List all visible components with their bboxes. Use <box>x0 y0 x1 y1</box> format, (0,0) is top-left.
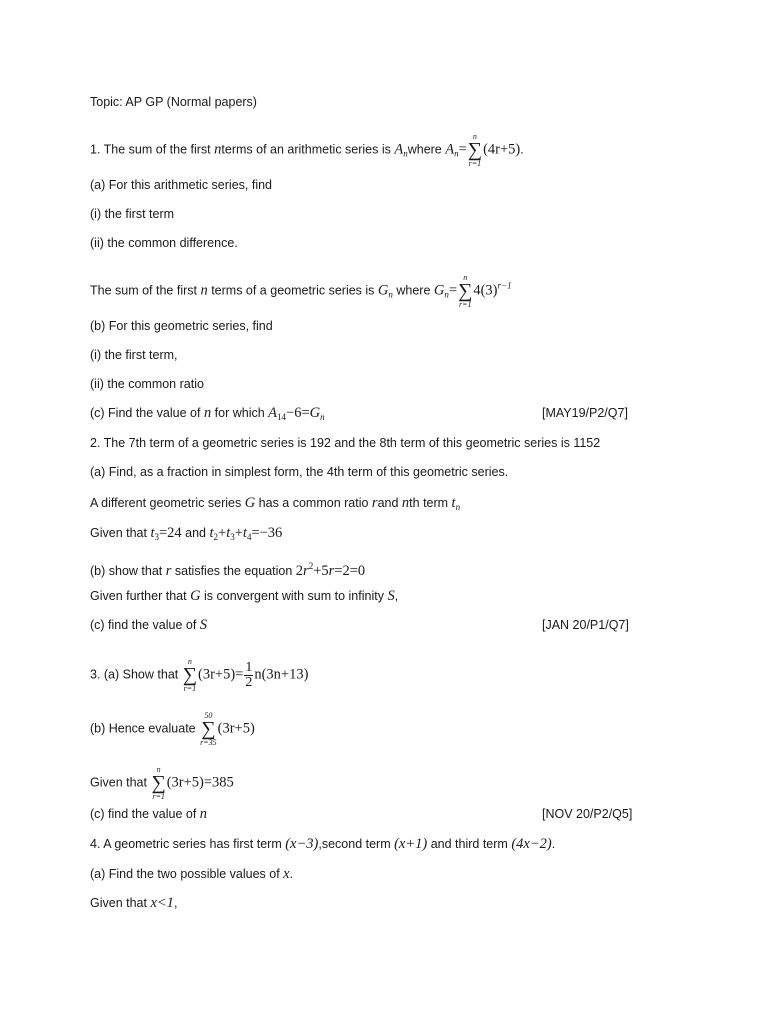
q4a-pre: (a) Find the two possible values of <box>90 867 284 881</box>
question-4-stem <box>90 836 555 852</box>
q3g-expression: (3r+5)=385 <box>166 774 234 791</box>
q2a-text: (a) Find, as a fraction in simplest form, the 4th term of this geometric series. <box>90 465 509 479</box>
q4-second-term: (x+1) <box>394 836 428 852</box>
q1c-G-sub: n <box>320 412 325 422</box>
q3c-pre: (c) find the value of <box>90 807 200 821</box>
q1-A-var: A <box>394 141 404 158</box>
q2d-mid: has a common ratio <box>255 496 372 510</box>
q1c-n-var: n <box>203 405 212 421</box>
q2g-t4-var: t <box>242 525 247 541</box>
q2-reference: [JAN 20/P1/Q7] <box>542 618 629 632</box>
q3a-sum-sigma: ∑ <box>182 664 197 686</box>
q2d-th: th term <box>409 496 452 510</box>
q3b-sum-top: 50 <box>204 711 213 720</box>
q2b-mid: satisfies the equation <box>171 564 296 578</box>
q2g-plus1: + <box>218 525 227 541</box>
q1-reference: [MAY19/P2/Q7] <box>542 406 628 420</box>
q2g-t3-sub: 3 <box>230 532 235 542</box>
q3c-text <box>90 806 207 822</box>
topic-heading: Topic: AP GP (Normal papers) <box>90 95 257 109</box>
q1c-A-sub: 14 <box>277 412 287 422</box>
q1-sum-sigma: ∑ <box>467 139 483 161</box>
q4-mid2: and third term <box>427 837 512 851</box>
q2d-G-var: G <box>244 495 256 511</box>
q1-expression: (4r+5) <box>483 141 521 158</box>
q4g-pre: Given that <box>90 896 151 910</box>
q4a-end: . <box>289 867 294 881</box>
q1b-text: (b) For this geometric series, find <box>90 319 273 333</box>
q2conv-pre: Given further that <box>90 589 191 603</box>
q2b-r-var: r <box>165 563 172 579</box>
q3a-expression: (3r+5)= <box>197 666 244 683</box>
q2g-eq2: =−36 <box>251 525 283 541</box>
q3b-summation <box>200 711 217 747</box>
q1b-i-text: (i) the first term, <box>90 348 178 362</box>
q3a-rest: n(3n+13) <box>254 666 309 683</box>
q2g-t4-sub: 4 <box>246 532 252 542</box>
q2d-pre: A different geometric series <box>90 496 245 510</box>
q1c-pre: (c) Find the value of <box>90 406 204 420</box>
q4-end: . <box>551 837 556 851</box>
q2g-t2-var: t <box>209 525 214 541</box>
q1c-G-var: G <box>309 405 321 421</box>
q1-text-mid: terms of an arithmetic series is <box>221 142 395 157</box>
q3b-text <box>90 711 255 747</box>
q3g-sum-top: n <box>156 765 161 774</box>
q1-n-var: n <box>214 141 222 158</box>
geo-where: where <box>392 283 434 298</box>
q1-sum-top: n <box>472 132 477 141</box>
q2-given <box>90 525 282 545</box>
q3g-sum-sigma: ∑ <box>151 772 166 794</box>
q2b-eq-a: 2 <box>295 563 304 579</box>
q2b-eq-sup: 2 <box>308 561 314 571</box>
geo-summation <box>458 273 472 309</box>
q1-An-sub: n <box>454 148 459 159</box>
q2conv-mid: is convergent with sum to infinity <box>200 589 388 603</box>
q2b-eq-r2: r <box>328 563 335 579</box>
q2c-pre: (c) find the value of <box>90 618 200 632</box>
q2g-plus2: + <box>234 525 243 541</box>
q2-different-series <box>90 495 460 515</box>
question-1-stem <box>90 132 524 168</box>
q2conv-end: , <box>394 589 399 603</box>
q4a-text <box>90 866 293 882</box>
q3a-fraction <box>244 661 253 690</box>
geo-equals: = <box>448 282 458 299</box>
q4a-x-var: x <box>283 866 290 882</box>
q2g-t2-sub: 2 <box>213 532 219 542</box>
q2conv-G-var: G <box>190 588 201 604</box>
q1-where: where <box>407 142 446 157</box>
q2conv-S-var: S <box>387 588 395 604</box>
geo-n-var: n <box>200 282 208 299</box>
q2b-eq-r: r <box>303 563 309 579</box>
q2g-t-var: t <box>150 525 155 541</box>
q3b-pre: (b) Hence evaluate <box>90 721 200 736</box>
q2b-eq-b: +5 <box>313 563 329 579</box>
geo-expression: 4(3) <box>473 282 498 299</box>
q4g-expression: x<1 <box>150 895 174 911</box>
q2c-text <box>90 617 207 633</box>
q2b-text <box>90 558 365 579</box>
q1-sum-bottom: r=1 <box>468 159 482 168</box>
q4-third-term: (4x−2) <box>511 836 552 852</box>
q3-reference: [NOV 20/P2/Q5] <box>542 807 633 821</box>
q1-summation <box>468 132 482 168</box>
geo-G-var: G <box>377 282 389 299</box>
q3b-sum-sigma: ∑ <box>201 718 216 740</box>
q2b-pre: (b) show that <box>90 564 166 578</box>
q4-pre: 4. A geometric series has first term <box>90 837 286 851</box>
q1a-text: (a) For this arithmetic series, find <box>90 178 272 192</box>
q2b-eq-c: =2=0 <box>334 563 366 579</box>
q3b-expression: (3r+5) <box>217 720 255 737</box>
q2d-and: and <box>377 496 402 510</box>
geo-text-mid: terms of a geometric series is <box>207 283 378 298</box>
q1c-mid: for which <box>211 406 269 420</box>
q2g-t-sub: 3 <box>154 532 159 542</box>
q1-equals: = <box>458 141 467 158</box>
q4-first-term: (x−3) <box>285 836 319 852</box>
q3a-sum-top: n <box>187 657 192 666</box>
q1c-text <box>90 405 325 425</box>
q2g-eq1: =24 <box>158 525 182 541</box>
q3b-sum-bottom: r=35 <box>200 738 217 747</box>
q3g-pre: Given that <box>90 775 151 790</box>
geo-Gn-var: G <box>433 282 445 299</box>
q3a-pre: 3. (a) Show that <box>90 667 182 682</box>
geo-sum-top: n <box>463 273 468 282</box>
geo-sum-bottom: r=1 <box>458 300 472 309</box>
q3c-n-var: n <box>199 806 208 822</box>
q1a-i-text: (i) the first term <box>90 207 175 221</box>
q3a-text <box>90 657 308 693</box>
q1-end: . <box>520 142 524 157</box>
q4-mid1: ,second term <box>318 837 395 851</box>
q3a-summation <box>183 657 197 693</box>
q2c-S-var: S <box>199 617 208 633</box>
q2-convergent <box>90 588 398 604</box>
q1-An-var: A <box>445 141 455 158</box>
q2d-n-var: n <box>401 495 410 511</box>
geo-sum-sigma: ∑ <box>458 280 473 302</box>
q3g-summation <box>151 765 165 801</box>
q2g-t3-var: t <box>226 525 231 541</box>
q3g-sum-bottom: r=1 <box>152 792 165 801</box>
q3a-frac-den: 2 <box>245 674 253 690</box>
q2d-t-var: t <box>451 495 456 511</box>
q4g-end: , <box>173 896 178 910</box>
question-2-stem: 2. The 7th term of a geometric series is 192 and the 8th term of this geometric series is 1152 <box>90 436 601 450</box>
q2g-and: and <box>181 526 210 540</box>
geo-power: r−1 <box>497 280 512 291</box>
q2d-t-sub: n <box>455 502 461 512</box>
q3-given <box>90 765 234 801</box>
q1b-ii-text: (ii) the common ratio <box>90 377 204 391</box>
q3a-sum-bottom: r=1 <box>183 684 197 693</box>
geo-Gn-sub: n <box>444 289 449 300</box>
geometric-series-statement <box>90 273 512 309</box>
q2d-r-var: r <box>371 495 378 511</box>
q3a-frac-num: 1 <box>245 659 253 675</box>
q1a-ii-text: (ii) the common difference. <box>90 236 238 250</box>
q1c-minus: −6= <box>286 405 310 421</box>
q4-given <box>90 895 177 911</box>
q2g-pre: Given that <box>90 526 151 540</box>
q1-text-pre: 1. The sum of the first <box>90 142 215 157</box>
geo-text-pre: The sum of the first <box>90 283 201 298</box>
geo-G-sub: n <box>388 289 393 300</box>
q1-A-sub: n <box>403 148 408 159</box>
q1c-A-var: A <box>268 405 278 421</box>
